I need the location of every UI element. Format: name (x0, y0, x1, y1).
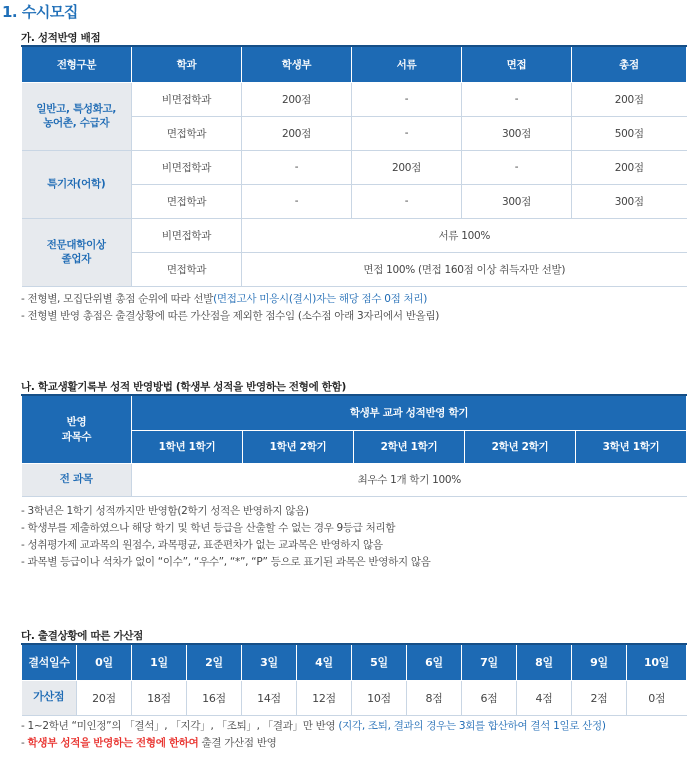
table-cell: 200점 (572, 150, 687, 184)
table-row (22, 463, 687, 496)
table-cell: - (242, 150, 352, 184)
table-cell: 20점 (77, 680, 132, 715)
table-cell: 비면접학과 (132, 82, 242, 116)
section-b-heading: 나. 학교생활기록부 성적 반영방법 (학생부 성적을 반영하는 전형에 한함) (21, 381, 346, 393)
column-header: 4일 (297, 644, 352, 680)
table-cell: 300점 (572, 184, 687, 218)
table-cell: 면접 100% (면접 160점 이상 취득자만 선발) (242, 252, 687, 286)
table-cell: - (462, 82, 572, 116)
table-cell: 300점 (462, 184, 572, 218)
column-header: 학과 (132, 46, 242, 82)
table-cell: 최우수 1개 학기 100% (132, 463, 687, 496)
table-header-row (22, 395, 687, 430)
column-header: 0일 (77, 644, 132, 680)
page-title: 1. 수시모집 (2, 3, 78, 21)
table-cell: 6점 (462, 680, 517, 715)
column-header: 10일 (627, 644, 687, 680)
table-row (22, 82, 687, 116)
row-label: 가산점 (22, 680, 77, 715)
column-header: 전형구분 (22, 46, 132, 82)
column-header: 1학년 1학기 (132, 430, 243, 463)
table-cell: - (352, 82, 462, 116)
table-row (22, 150, 687, 184)
table-cell: 면접학과 (132, 184, 242, 218)
table-cell: 2점 (572, 680, 627, 715)
table-cell: - (462, 150, 572, 184)
column-header: 서류 (352, 46, 462, 82)
row-label: 전 과목 (22, 463, 132, 496)
column-header: 2학년 1학기 (354, 430, 465, 463)
column-header: 결석일수 (22, 644, 77, 680)
table-cell: - (242, 184, 352, 218)
table-cell: 200점 (242, 116, 352, 150)
group-label: 특기자(어학) (22, 150, 132, 218)
column-header: 7일 (462, 644, 517, 680)
table-header-row (22, 644, 687, 680)
table-cell: 200점 (242, 82, 352, 116)
table-cell: 500점 (572, 116, 687, 150)
table-cell: - (352, 184, 462, 218)
table-cell: 300점 (462, 116, 572, 150)
note-item: - 학생부를 제출하였으나 해당 학기 및 학년 등급을 산출할 수 없는 경우 9등급 처리함 (21, 522, 396, 534)
section-a-notes (21, 291, 439, 325)
note-item: - 1~2학년 “미인정”의 「결석」, 「지각」, 「조퇴」, 「결과」만 반영 (지각, 조퇴, 결과의 경우는 3회를 합산하여 결석 1일로 산정) (21, 720, 606, 732)
column-header: 3일 (242, 644, 297, 680)
column-header: 8일 (517, 644, 572, 680)
column-header: 학생부 (242, 46, 352, 82)
table-cell: 200점 (572, 82, 687, 116)
section-b-notes (21, 503, 431, 571)
group-label: 일반고, 특성화고, 농어촌, 수급자 (22, 82, 132, 150)
section-a-heading: 가. 성적반영 배점 (21, 32, 101, 44)
table-cell: 0점 (627, 680, 687, 715)
note-item: - 3학년은 1학기 성적까지만 반영함(2학기 성적은 반영하지 않음) (21, 505, 309, 517)
column-header: 3학년 1학기 (576, 430, 687, 463)
score-allocation-table (21, 45, 687, 287)
note-item: - 전형별 반영 총점은 출결상황에 따른 가산점을 제외한 점수임 (소수점 아래 3자리에서 반올림) (21, 310, 440, 322)
column-header: 1일 (132, 644, 187, 680)
note-item: - 전형별, 모집단위별 총점 순위에 따라 선발(면접고사 미응시(결시)자는 해당 점수 0점 처리) (21, 293, 428, 305)
column-header: 6일 (407, 644, 462, 680)
table-cell: 면접학과 (132, 252, 242, 286)
table-header-row (22, 46, 687, 82)
column-header: 학생부 교과 성적반영 학기 (132, 395, 687, 430)
table-cell: 10점 (352, 680, 407, 715)
column-header: 2학년 2학기 (465, 430, 576, 463)
group-label: 전문대학이상 졸업자 (22, 218, 132, 286)
table-row (22, 680, 687, 715)
table-cell: 16점 (187, 680, 242, 715)
attendance-points-table (21, 643, 687, 716)
section-c-heading: 다. 출결상황에 따른 가산점 (21, 630, 144, 642)
note-item: - 학생부 성적을 반영하는 전형에 한하여 출결 가산점 반영 (21, 737, 277, 749)
table-cell: 4점 (517, 680, 572, 715)
table-cell: 비면접학과 (132, 150, 242, 184)
column-header: 면접 (462, 46, 572, 82)
table-cell: 면접학과 (132, 116, 242, 150)
column-header: 9일 (572, 644, 627, 680)
table-row (22, 218, 687, 252)
table-cell: 8점 (407, 680, 462, 715)
note-item: - 성취평가제 교과목의 원점수, 과목평균, 표준편차가 없는 교과목은 반영하지 않음 (21, 539, 383, 551)
column-header: 반영 과목수 (22, 395, 132, 463)
column-header: 1학년 2학기 (243, 430, 354, 463)
column-header: 5일 (352, 644, 407, 680)
column-header: 2일 (187, 644, 242, 680)
table-cell: - (352, 116, 462, 150)
table-cell: 18점 (132, 680, 187, 715)
table-cell: 비면접학과 (132, 218, 242, 252)
table-cell: 200점 (352, 150, 462, 184)
table-cell: 서류 100% (242, 218, 687, 252)
note-item: - 과목별 등급이나 석차가 없이 “이수”, “우수”, “*”, “P” 등으로 표기된 과목은 반영하지 않음 (21, 556, 431, 568)
table-cell: 14점 (242, 680, 297, 715)
column-header: 총점 (572, 46, 687, 82)
section-c-notes (21, 718, 606, 752)
table-cell: 12점 (297, 680, 352, 715)
record-method-table (21, 394, 687, 497)
